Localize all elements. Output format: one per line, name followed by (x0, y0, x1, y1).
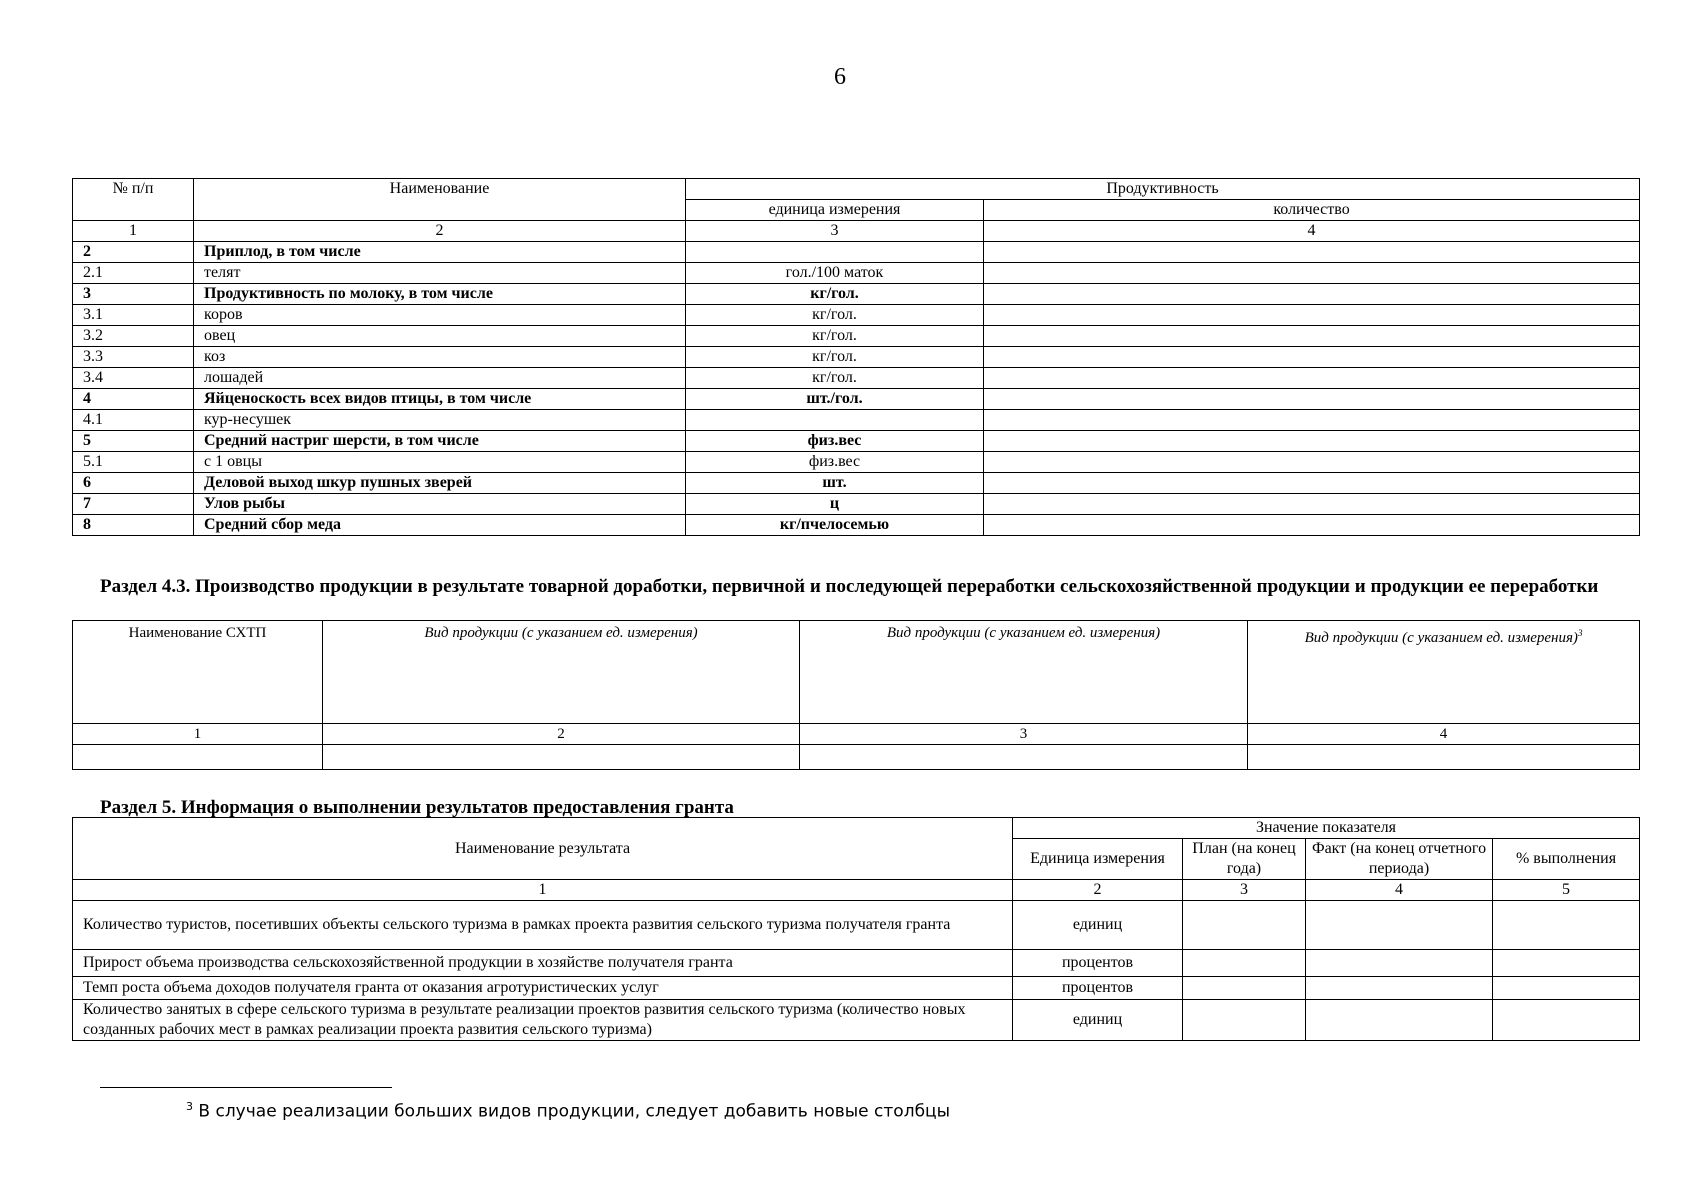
table-row (73, 494, 1640, 515)
row-number-cell: 3 (73, 284, 194, 305)
row-number-cell: 6 (73, 473, 194, 494)
index-row (73, 724, 1640, 745)
page-number: 6 (834, 64, 846, 90)
col-header-product-type: Вид продукции (с указанием ед. измерения) (323, 621, 800, 724)
row-quantity-cell (984, 410, 1640, 431)
index-cell: 3 (1183, 880, 1306, 901)
row-quantity-cell (984, 326, 1640, 347)
empty-row (73, 745, 1640, 770)
table-row (73, 389, 1640, 410)
index-cell: 3 (686, 221, 984, 242)
row-quantity-cell (984, 473, 1640, 494)
empty-cell (800, 745, 1248, 770)
table-row (73, 901, 1640, 950)
col-header-unit: Единица измерения (1013, 839, 1183, 880)
row-unit-cell: ц (686, 494, 984, 515)
row-unit-cell (686, 242, 984, 263)
row-name-cell: с 1 овцы (194, 452, 686, 473)
row-quantity-cell (984, 263, 1640, 284)
empty-cell (1248, 745, 1640, 770)
row-quantity-cell (984, 347, 1640, 368)
index-cell: 2 (1013, 880, 1183, 901)
row-name-cell: овец (194, 326, 686, 347)
col-header-productivity: Продуктивность (686, 179, 1640, 200)
result-name-cell: Количество занятых в сфере сельского туризма в результате реализации проектов развития сельского туризма (количество новых созданных рабочих мест в рамках реализации проекта развития сельского туризма) (73, 1000, 1013, 1041)
row-number-cell: 2.1 (73, 263, 194, 284)
table-row (73, 347, 1640, 368)
col-header-number: № п/п (73, 179, 194, 221)
productivity-table (72, 178, 1640, 536)
result-plan-cell (1183, 977, 1306, 1000)
row-number-cell: 2 (73, 242, 194, 263)
result-name-cell: Темп роста объема доходов получателя гранта от оказания агротуристических услуг (73, 977, 1013, 1000)
result-unit-cell: процентов (1013, 950, 1183, 977)
row-unit-cell: кг/гол. (686, 284, 984, 305)
empty-cell (323, 745, 800, 770)
row-number-cell: 8 (73, 515, 194, 536)
footnote-mark: 3 (1577, 628, 1583, 638)
row-name-cell: Яйценоскость всех видов птицы, в том числе (194, 389, 686, 410)
table-row (73, 977, 1640, 1000)
index-cell: 5 (1493, 880, 1640, 901)
result-name-cell: Количество туристов, посетивших объекты сельского туризма в рамках проекта развития сельского туризма получателя гранта (73, 901, 1013, 950)
row-quantity-cell (984, 284, 1640, 305)
result-name-cell: Прирост объема производства сельскохозяйственной продукции в хозяйстве получателя гранта (73, 950, 1013, 977)
row-number-cell: 4 (73, 389, 194, 410)
row-quantity-cell (984, 515, 1640, 536)
row-unit-cell: физ.вес (686, 431, 984, 452)
index-cell: 1 (73, 880, 1013, 901)
header-text: Вид продукции (с указанием ед. измерения) (1304, 630, 1578, 646)
result-unit-cell: процентов (1013, 977, 1183, 1000)
row-name-cell: Продуктивность по молоку, в том числе (194, 284, 686, 305)
row-name-cell: Деловой выход шкур пушных зверей (194, 473, 686, 494)
row-unit-cell: кг/пчелосемью (686, 515, 984, 536)
col-header-percent: % выполнения (1493, 839, 1640, 880)
index-cell: 3 (800, 724, 1248, 745)
row-quantity-cell (984, 368, 1640, 389)
section-5-table (72, 817, 1640, 1041)
index-cell: 4 (984, 221, 1640, 242)
result-unit-cell: единиц (1013, 1000, 1183, 1041)
row-name-cell: кур-несушек (194, 410, 686, 431)
row-unit-cell (686, 410, 984, 431)
table-row (73, 368, 1640, 389)
row-name-cell: коров (194, 305, 686, 326)
result-percent-cell (1493, 950, 1640, 977)
row-name-cell: Средний сбор меда (194, 515, 686, 536)
table-row (73, 950, 1640, 977)
row-number-cell: 3.1 (73, 305, 194, 326)
row-unit-cell: кг/гол. (686, 305, 984, 326)
table-row (73, 431, 1640, 452)
row-number-cell: 3.4 (73, 368, 194, 389)
row-name-cell: коз (194, 347, 686, 368)
row-unit-cell: шт. (686, 473, 984, 494)
result-plan-cell (1183, 901, 1306, 950)
row-name-cell: телят (194, 263, 686, 284)
index-cell: 4 (1306, 880, 1493, 901)
result-fact-cell (1306, 977, 1493, 1000)
result-percent-cell (1493, 1000, 1640, 1041)
row-name-cell: лошадей (194, 368, 686, 389)
row-unit-cell: кг/гол. (686, 326, 984, 347)
table-row (73, 242, 1640, 263)
index-row (73, 221, 1640, 242)
col-header-name: Наименование (194, 179, 686, 221)
row-quantity-cell (984, 305, 1640, 326)
index-cell: 2 (323, 724, 800, 745)
row-number-cell: 5.1 (73, 452, 194, 473)
row-quantity-cell (984, 452, 1640, 473)
row-quantity-cell (984, 242, 1640, 263)
index-cell: 1 (73, 221, 194, 242)
row-name-cell: Приплод, в том числе (194, 242, 686, 263)
result-plan-cell (1183, 1000, 1306, 1041)
row-number-cell: 7 (73, 494, 194, 515)
row-name-cell: Улов рыбы (194, 494, 686, 515)
footnote-mark: 3 (186, 1100, 193, 1113)
empty-cell (73, 745, 323, 770)
col-header-plan: План (на конец года) (1183, 839, 1306, 880)
result-unit-cell: единиц (1013, 901, 1183, 950)
row-number-cell: 4.1 (73, 410, 194, 431)
table-row (73, 263, 1640, 284)
col-header-product-type (1248, 621, 1640, 724)
section-4-3-table (72, 620, 1640, 770)
row-number-cell: 3.3 (73, 347, 194, 368)
row-unit-cell: физ.вес (686, 452, 984, 473)
row-quantity-cell (984, 431, 1640, 452)
result-fact-cell (1306, 901, 1493, 950)
col-header-result-name: Наименование результата (73, 818, 1013, 880)
table-row (73, 452, 1640, 473)
col-header-quantity: количество (984, 200, 1640, 221)
footnote (186, 1100, 950, 1122)
index-cell: 4 (1248, 724, 1640, 745)
result-percent-cell (1493, 901, 1640, 950)
table-row (73, 515, 1640, 536)
col-header-indicator-value: Значение показателя (1013, 818, 1640, 839)
table-row (73, 305, 1640, 326)
row-unit-cell: шт./гол. (686, 389, 984, 410)
table-row (73, 1000, 1640, 1041)
table-row (73, 284, 1640, 305)
result-fact-cell (1306, 1000, 1493, 1041)
col-header-fact: Факт (на конец отчетного периода) (1306, 839, 1493, 880)
index-cell: 1 (73, 724, 323, 745)
table-row (73, 473, 1640, 494)
result-plan-cell (1183, 950, 1306, 977)
col-header-unit: единица измерения (686, 200, 984, 221)
row-unit-cell: гол./100 маток (686, 263, 984, 284)
row-number-cell: 3.2 (73, 326, 194, 347)
section-5-title: Раздел 5. Информация о выполнении результатов предоставления гранта (100, 797, 734, 818)
row-quantity-cell (984, 494, 1640, 515)
table-row (73, 410, 1640, 431)
row-quantity-cell (984, 389, 1640, 410)
index-cell: 2 (194, 221, 686, 242)
result-fact-cell (1306, 950, 1493, 977)
footnote-separator (100, 1087, 392, 1088)
row-unit-cell: кг/гол. (686, 368, 984, 389)
footnote-text: В случае реализации больших видов продукции, следует добавить новые столбцы (198, 1101, 951, 1122)
col-header-company: Наименование СХТП (73, 621, 323, 724)
row-number-cell: 5 (73, 431, 194, 452)
section-4-3-title: Раздел 4.3. Производство продукции в результате товарной доработки, первичной и последующей переработки сельскохозяйственной продукции и продукции ее переработки (100, 576, 1599, 597)
table-row (73, 326, 1640, 347)
result-percent-cell (1493, 977, 1640, 1000)
row-name-cell: Средний настриг шерсти, в том числе (194, 431, 686, 452)
col-header-product-type: Вид продукции (с указанием ед. измерения) (800, 621, 1248, 724)
index-row (73, 880, 1640, 901)
row-unit-cell: кг/гол. (686, 347, 984, 368)
